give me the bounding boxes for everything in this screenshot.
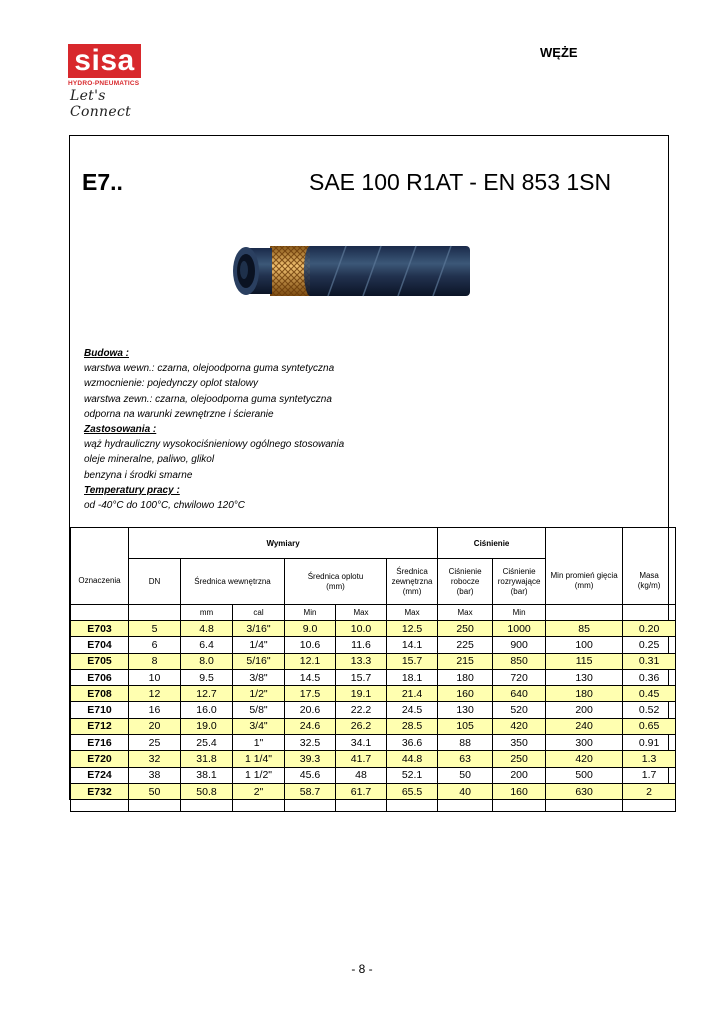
blank-cell — [623, 800, 676, 812]
cell-dn: 50 — [129, 783, 181, 799]
cell-zmax: 36.6 — [387, 735, 438, 751]
cell-cal: 1" — [233, 735, 285, 751]
cell-prom: 200 — [546, 702, 623, 718]
specs-table — [70, 527, 676, 812]
cell-omin: 20.6 — [285, 702, 336, 718]
product-standard: SAE 100 R1AT - EN 853 1SN — [309, 169, 612, 195]
cell-omax: 61.7 — [336, 783, 387, 799]
cell-mm: 4.8 — [181, 621, 233, 637]
unit-cell: Min — [493, 605, 546, 621]
zastosowania-heading: Zastosowania : — [84, 424, 157, 436]
blank-cell — [233, 800, 285, 812]
cell-omin: 24.6 — [285, 718, 336, 734]
cell-code: E710 — [71, 702, 129, 718]
unit-cell: mm — [181, 605, 233, 621]
cell-omax: 26.2 — [336, 718, 387, 734]
cell-mm: 31.8 — [181, 751, 233, 767]
table-row — [71, 783, 676, 799]
cell-cal: 1 1/4" — [233, 751, 285, 767]
table-row — [71, 702, 676, 718]
blank-cell — [438, 800, 493, 812]
blank-cell — [493, 800, 546, 812]
cell-masa: 0.91 — [623, 735, 676, 751]
cell-zmax: 52.1 — [387, 767, 438, 783]
cell-zmax: 21.4 — [387, 686, 438, 702]
cell-masa: 2 — [623, 783, 676, 799]
cell-code: E724 — [71, 767, 129, 783]
header-srednica-oplotu: Średnica oplotu (mm) — [285, 559, 387, 605]
cell-prom: 180 — [546, 686, 623, 702]
cell-mm: 8.0 — [181, 653, 233, 669]
cell-zmax: 28.5 — [387, 718, 438, 734]
cell-roz: 160 — [493, 783, 546, 799]
cell-mm: 9.5 — [181, 669, 233, 685]
table-row — [71, 767, 676, 783]
cell-prom: 100 — [546, 637, 623, 653]
cell-rob: 50 — [438, 767, 493, 783]
cell-masa: 0.52 — [623, 702, 676, 718]
cell-prom: 300 — [546, 735, 623, 751]
cell-rob: 88 — [438, 735, 493, 751]
cell-omax: 10.0 — [336, 621, 387, 637]
cell-code: E705 — [71, 653, 129, 669]
cell-mm: 16.0 — [181, 702, 233, 718]
table-row — [71, 751, 676, 767]
table-row — [71, 735, 676, 751]
cell-rob: 130 — [438, 702, 493, 718]
zastosowania-line: benzyna i środki smarne — [84, 469, 193, 481]
header-srednica-wewn: Średnica wewnętrzna — [181, 559, 285, 605]
cell-prom: 240 — [546, 718, 623, 734]
budowa-line: wzmocnienie: pojedynczy oplot stalowy — [84, 378, 258, 390]
budowa-line: warstwa zewn.: czarna, olejoodporna guma syntetyczna — [84, 393, 332, 405]
cell-dn: 6 — [129, 637, 181, 653]
cell-mm: 25.4 — [181, 735, 233, 751]
unit-cell: cal — [233, 605, 285, 621]
cell-rob: 105 — [438, 718, 493, 734]
cell-omin: 9.0 — [285, 621, 336, 637]
table-row — [71, 686, 676, 702]
cell-prom: 85 — [546, 621, 623, 637]
cell-dn: 5 — [129, 621, 181, 637]
cell-omin: 10.6 — [285, 637, 336, 653]
cell-zmax: 24.5 — [387, 702, 438, 718]
unit-cell: Min — [285, 605, 336, 621]
blank-header-cell — [623, 528, 676, 559]
cell-roz: 420 — [493, 718, 546, 734]
cell-omax: 15.7 — [336, 669, 387, 685]
unit-cell — [129, 605, 181, 621]
cell-dn: 12 — [129, 686, 181, 702]
header-cisnienie-rozrywajace: Ciśnienie rozrywające (bar) — [493, 559, 546, 605]
cell-omin: 58.7 — [285, 783, 336, 799]
cell-omin: 32.5 — [285, 735, 336, 751]
cell-rob: 215 — [438, 653, 493, 669]
cell-prom: 115 — [546, 653, 623, 669]
cell-dn: 16 — [129, 702, 181, 718]
temperatury-line: od -40°C do 100°C, chwilowo 120°C — [84, 500, 245, 512]
cell-roz: 200 — [493, 767, 546, 783]
cell-cal: 1 1/2" — [233, 767, 285, 783]
cell-omin: 45.6 — [285, 767, 336, 783]
product-code: E7.. — [82, 169, 123, 195]
cell-cal: 5/16" — [233, 653, 285, 669]
cell-mm: 19.0 — [181, 718, 233, 734]
cell-zmax: 15.7 — [387, 653, 438, 669]
category-heading: WĘŻE — [540, 45, 578, 60]
header-cisnienie-robocze: Ciśnienie robocze (bar) — [438, 559, 493, 605]
blank-cell — [129, 800, 181, 812]
cell-dn: 38 — [129, 767, 181, 783]
cell-zmax: 65.5 — [387, 783, 438, 799]
cell-cal: 1/2" — [233, 686, 285, 702]
corner-cell — [71, 528, 129, 559]
cell-roz: 250 — [493, 751, 546, 767]
cell-zmax: 14.1 — [387, 637, 438, 653]
cell-roz: 350 — [493, 735, 546, 751]
cell-roz: 1000 — [493, 621, 546, 637]
cell-code: E708 — [71, 686, 129, 702]
table-row — [71, 669, 676, 685]
blank-cell — [336, 800, 387, 812]
zastosowania-line: wąż hydrauliczny wysokociśnieniowy ogólnego stosowania — [84, 439, 345, 451]
cell-roz: 520 — [493, 702, 546, 718]
cell-roz: 640 — [493, 686, 546, 702]
cell-masa: 1.3 — [623, 751, 676, 767]
cell-zmax: 18.1 — [387, 669, 438, 685]
cell-dn: 10 — [129, 669, 181, 685]
cell-prom: 130 — [546, 669, 623, 685]
cell-dn: 25 — [129, 735, 181, 751]
cell-omax: 11.6 — [336, 637, 387, 653]
cell-omax: 19.1 — [336, 686, 387, 702]
cell-cal: 3/8" — [233, 669, 285, 685]
cell-mm: 6.4 — [181, 637, 233, 653]
header-oznaczenia: Oznaczenia — [71, 559, 129, 605]
cell-zmax: 12.5 — [387, 621, 438, 637]
blank-cell — [71, 800, 129, 812]
blank-cell — [285, 800, 336, 812]
cell-prom: 630 — [546, 783, 623, 799]
blank-header-cell — [546, 528, 623, 559]
cell-masa: 0.36 — [623, 669, 676, 685]
blank-cell — [546, 800, 623, 812]
cell-rob: 225 — [438, 637, 493, 653]
cell-rob: 40 — [438, 783, 493, 799]
cell-omax: 48 — [336, 767, 387, 783]
cell-rob: 160 — [438, 686, 493, 702]
cell-roz: 720 — [493, 669, 546, 685]
header-dn: DN — [129, 559, 181, 605]
cell-omax: 22.2 — [336, 702, 387, 718]
group-wymiary: Wymiary — [129, 528, 438, 559]
unit-cell — [546, 605, 623, 621]
cell-cal: 3/16" — [233, 621, 285, 637]
company-logo — [68, 44, 144, 120]
cell-roz: 850 — [493, 653, 546, 669]
cell-code: E716 — [71, 735, 129, 751]
unit-cell: Max — [438, 605, 493, 621]
product-description — [84, 346, 344, 513]
cell-omax: 13.3 — [336, 653, 387, 669]
cell-mm: 12.7 — [181, 686, 233, 702]
cell-code: E704 — [71, 637, 129, 653]
page-number: - 8 - — [351, 962, 373, 976]
cell-code: E732 — [71, 783, 129, 799]
cell-dn: 20 — [129, 718, 181, 734]
unit-cell — [71, 605, 129, 621]
cell-prom: 500 — [546, 767, 623, 783]
cell-rob: 250 — [438, 621, 493, 637]
unit-cell — [623, 605, 676, 621]
table-row — [71, 653, 676, 669]
cell-masa: 0.25 — [623, 637, 676, 653]
hose-image — [228, 242, 472, 300]
cell-cal: 1/4" — [233, 637, 285, 653]
cell-cal: 3/4" — [233, 718, 285, 734]
cell-omin: 14.5 — [285, 669, 336, 685]
budowa-heading: Budowa : — [84, 348, 129, 359]
logo-subtitle: HYDRO-PNEUMATICS — [68, 80, 140, 87]
cell-mm: 50.8 — [181, 783, 233, 799]
cell-omax: 34.1 — [336, 735, 387, 751]
cell-masa: 1.7 — [623, 767, 676, 783]
table-row — [71, 718, 676, 734]
cell-zmax: 44.8 — [387, 751, 438, 767]
cell-rob: 63 — [438, 751, 493, 767]
header-srednica-zewn: Średnica zewnętrzna (mm) — [387, 559, 438, 605]
cell-masa: 0.31 — [623, 653, 676, 669]
cell-omin: 17.5 — [285, 686, 336, 702]
unit-cell: Max — [336, 605, 387, 621]
table-row — [71, 621, 676, 637]
cell-masa: 0.20 — [623, 621, 676, 637]
cell-code: E720 — [71, 751, 129, 767]
group-cisnienie: Ciśnienie — [438, 528, 546, 559]
cell-code: E706 — [71, 669, 129, 685]
cell-prom: 420 — [546, 751, 623, 767]
cell-code: E712 — [71, 718, 129, 734]
cell-rob: 180 — [438, 669, 493, 685]
logo-tagline: Let's Connect — [70, 88, 132, 120]
cell-cal: 2" — [233, 783, 285, 799]
cell-omax: 41.7 — [336, 751, 387, 767]
cell-roz: 900 — [493, 637, 546, 653]
cell-masa: 0.45 — [623, 686, 676, 702]
budowa-line: warstwa wewn.: czarna, olejoodporna guma syntetyczna — [84, 363, 335, 375]
table-row — [71, 637, 676, 653]
budowa-line: odporna na warunki zewnętrzne i ścieranie — [84, 408, 274, 420]
unit-cell: Max — [387, 605, 438, 621]
header-min-promien: Min promień gięcia (mm) — [546, 559, 623, 605]
logo-wordmark: sisa — [68, 44, 141, 78]
cell-code: E703 — [71, 621, 129, 637]
cell-masa: 0.65 — [623, 718, 676, 734]
cell-omin: 39.3 — [285, 751, 336, 767]
blank-cell — [181, 800, 233, 812]
cell-cal: 5/8" — [233, 702, 285, 718]
product-sheet — [69, 135, 669, 800]
cell-omin: 12.1 — [285, 653, 336, 669]
cell-mm: 38.1 — [181, 767, 233, 783]
cell-dn: 32 — [129, 751, 181, 767]
blank-cell — [387, 800, 438, 812]
cell-dn: 8 — [129, 653, 181, 669]
header-masa: Masa (kg/m) — [623, 559, 676, 605]
temperatury-heading: Temperatury pracy : — [84, 484, 180, 496]
zastosowania-line: oleje mineralne, paliwo, glikol — [84, 454, 215, 466]
